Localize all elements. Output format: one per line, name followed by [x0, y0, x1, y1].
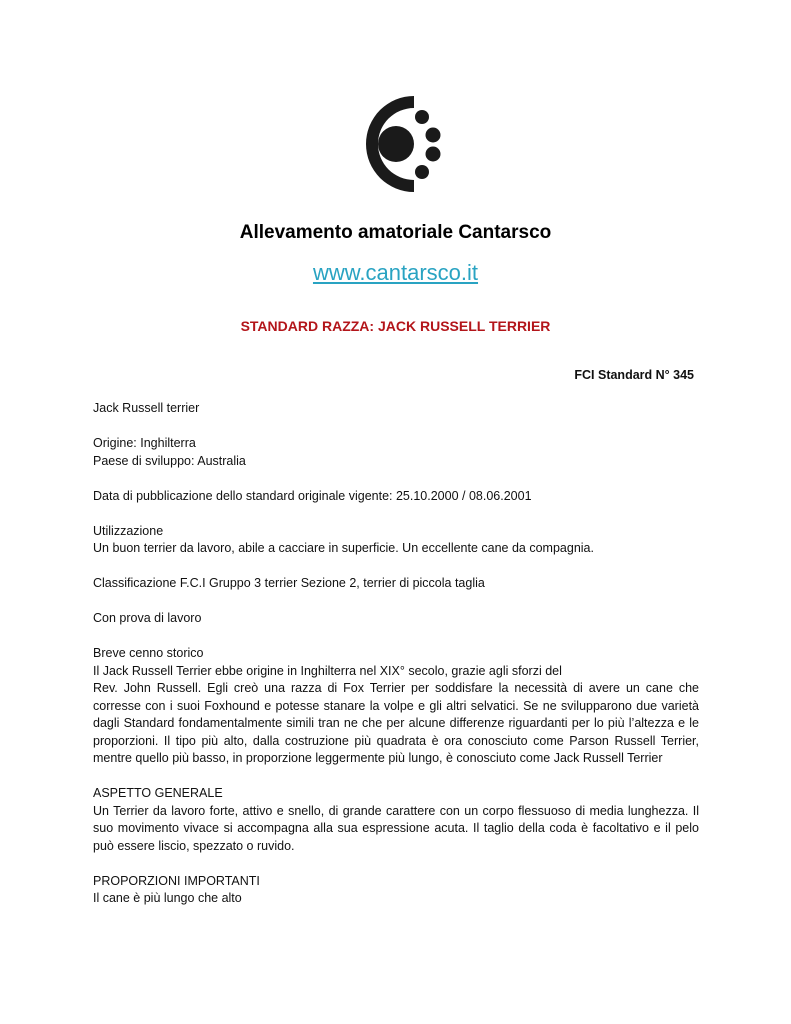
general-text: Un Terrier da lavoro forte, attivo e snello, di grande carattere con un corpo flessuoso di media lunghezza. Il suo movimento vivace si accompagna alla sua espressione acuta. Il taglio della coda è facoltativo e il pelo può essere liscio, spezzato o ruvido.: [93, 803, 699, 853]
work-trial: Con prova di lavoro: [93, 611, 202, 625]
classification: Classificazione F.C.I Gruppo 3 terrier Sezione 2, terrier di piccola taglia: [93, 576, 485, 590]
standard-title: STANDARD RAZZA: JACK RUSSELL TERRIER: [240, 318, 551, 334]
organization-name: Allevamento amatoriale Cantarsco: [239, 222, 552, 243]
origin: Origine: Inghilterra: [93, 436, 196, 450]
usage-section: [93, 523, 699, 558]
development-country: Paese di sviluppo: Australia: [93, 453, 246, 468]
cantarsco-logo-icon: [346, 92, 446, 196]
proportions-section: [93, 873, 699, 908]
history-heading: Breve cenno storico: [93, 646, 204, 660]
history-section: [93, 645, 699, 768]
general-appearance-section: [93, 785, 699, 855]
proportions-heading: PROPORZIONI IMPORTANTI: [93, 873, 260, 888]
history-text: Rev. John Russell. Egli creò una razza di Fox Terrier per soddisfare la necessità di avere un cane che corresse con i suoi Foxhound e potesse stanare la volpe e gli altri selvatici. Se ne svilupparono due varietà dagli Standard fondamentalmente simili tran ne che per alcune differenze riguardanti per lo più l’altezza e le proporzioni. Il tipo più alto, dalla costruzione più quadrata è ora conosciuto come Parson Russell Terrier, mentre quello più basso, in proporzione leggermente più lungo, è conosciuto come Jack Russell Terrier: [93, 681, 699, 765]
breed-name: Jack Russell terrier: [93, 401, 200, 415]
general-heading: ASPETTO GENERALE: [93, 786, 223, 800]
proportions-text: Il cane è più lungo che alto: [93, 891, 242, 905]
usage-text: Un buon terrier da lavoro, abile a cacciare in superficie. Un eccellente cane da compagnia.: [93, 541, 594, 555]
document-body: [93, 400, 699, 925]
history-first-line: Il Jack Russell Terrier ebbe origine in Inghilterra nel XIX° secolo, grazie agli sforzi del: [93, 663, 562, 678]
origin-block: [93, 435, 699, 470]
fci-standard-number: FCI Standard N° 345: [574, 368, 694, 382]
publication-date: Data di pubblicazione dello standard originale vigente: 25.10.2000 / 08.06.2001: [93, 488, 532, 503]
website-link[interactable]: www.cantarsco.it: [312, 260, 479, 285]
usage-heading: Utilizzazione: [93, 523, 164, 538]
